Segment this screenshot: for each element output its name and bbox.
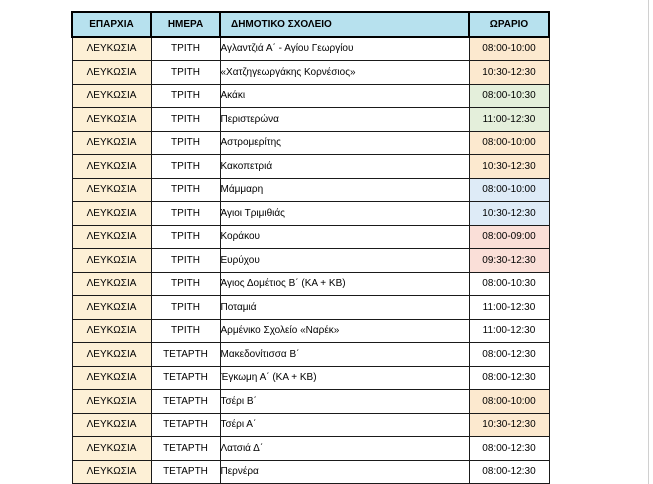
cell-time: 10:30-12:30 [469,413,549,437]
cell-region: ΛΕΥΚΩΣΙΑ [72,155,151,179]
cell-region: ΛΕΥΚΩΣΙΑ [72,272,151,296]
header-region: ΕΠΑΡΧΙΑ [72,12,151,37]
cell-time: 11:00-12:30 [469,108,549,132]
cell-region: ΛΕΥΚΩΣΙΑ [72,319,151,343]
table-row [72,319,549,343]
table-header-row [72,12,549,37]
cell-time: 08:00-10:00 [469,37,549,61]
table-row [72,131,549,155]
cell-school: Άγιος Δομέτιος Β΄ (ΚΑ + ΚΒ) [220,272,469,296]
cell-time: 08:00-12:30 [469,343,549,367]
cell-day: ΤΡΙΤΗ [151,296,220,320]
cell-day: ΤΕΤΑΡΤΗ [151,460,220,484]
cell-day: ΤΡΙΤΗ [151,202,220,226]
cell-time: 08:00-09:00 [469,225,549,249]
header-school: ΔΗΜΟΤΙΚΟ ΣΧΟΛΕΙΟ [220,12,469,37]
cell-time: 10:30-12:30 [469,61,549,85]
cell-day: ΤΡΙΤΗ [151,37,220,61]
table-row [72,37,549,61]
table-row [72,61,549,85]
cell-region: ΛΕΥΚΩΣΙΑ [72,131,151,155]
cell-region: ΛΕΥΚΩΣΙΑ [72,296,151,320]
table-row [72,437,549,461]
table-row [72,225,549,249]
cell-school: Αστρομερίτης [220,131,469,155]
cell-day: ΤΡΙΤΗ [151,249,220,273]
table-row [72,178,549,202]
cell-school: Μάμμαρη [220,178,469,202]
cell-school: Ακάκι [220,84,469,108]
cell-school: Τσέρι Α΄ [220,413,469,437]
cell-region: ΛΕΥΚΩΣΙΑ [72,343,151,367]
table-row [72,366,549,390]
cell-time: 08:00-10:00 [469,131,549,155]
cell-school: Μακεδονίτισσα Β΄ [220,343,469,367]
cell-time: 08:00-12:30 [469,366,549,390]
cell-region: ΛΕΥΚΩΣΙΑ [72,61,151,85]
table-row [72,272,549,296]
cell-school: Λατσιά Δ΄ [220,437,469,461]
cell-day: ΤΡΙΤΗ [151,131,220,155]
cell-time: 08:00-10:00 [469,178,549,202]
cell-school: Τσέρι Β΄ [220,390,469,414]
cell-school: Κακοπετριά [220,155,469,179]
cell-time: 08:00-10:00 [469,390,549,414]
cell-region: ΛΕΥΚΩΣΙΑ [72,460,151,484]
cell-day: ΤΕΤΑΡΤΗ [151,413,220,437]
cell-time: 10:30-12:30 [469,155,549,179]
cell-region: ΛΕΥΚΩΣΙΑ [72,37,151,61]
cell-region: ΛΕΥΚΩΣΙΑ [72,437,151,461]
cell-school: Περιστερώνα [220,108,469,132]
cell-day: ΤΡΙΤΗ [151,225,220,249]
cell-region: ΛΕΥΚΩΣΙΑ [72,108,151,132]
table-row [72,413,549,437]
table-row [72,249,549,273]
cell-school: Ποταμιά [220,296,469,320]
cell-region: ΛΕΥΚΩΣΙΑ [72,413,151,437]
cell-day: ΤΕΤΑΡΤΗ [151,366,220,390]
header-time: ΩΡΑΡΙΟ [469,12,549,37]
cell-school: Έγκωμη Α΄ (ΚΑ + ΚΒ) [220,366,469,390]
cell-day: ΤΡΙΤΗ [151,108,220,132]
cell-day: ΤΡΙΤΗ [151,61,220,85]
cell-time: 08:00-12:30 [469,437,549,461]
cell-day: ΤΕΤΑΡΤΗ [151,390,220,414]
header-day: ΗΜΕΡΑ [151,12,220,37]
cell-school: Ευρύχου [220,249,469,273]
cell-region: ΛΕΥΚΩΣΙΑ [72,366,151,390]
cell-time: 08:00-12:30 [469,460,549,484]
cell-day: ΤΡΙΤΗ [151,155,220,179]
cell-time: 08:00-10:30 [469,272,549,296]
school-schedule-table [71,11,550,484]
table-row [72,84,549,108]
cell-day: ΤΕΤΑΡΤΗ [151,437,220,461]
cell-school: Κοράκου [220,225,469,249]
cell-region: ΛΕΥΚΩΣΙΑ [72,225,151,249]
cell-region: ΛΕΥΚΩΣΙΑ [72,178,151,202]
cell-school: Άγιοι Τριμιθιάς [220,202,469,226]
cell-day: ΤΕΤΑΡΤΗ [151,343,220,367]
cell-school: Περνέρα [220,460,469,484]
cell-region: ΛΕΥΚΩΣΙΑ [72,84,151,108]
cell-region: ΛΕΥΚΩΣΙΑ [72,249,151,273]
cell-time: 09:30-12:30 [469,249,549,273]
cell-school: «Χατζηγεωργάκης Κορνέσιος» [220,61,469,85]
cell-day: ΤΡΙΤΗ [151,84,220,108]
table-row [72,343,549,367]
table-body [72,37,549,484]
table-row [72,390,549,414]
table-row [72,155,549,179]
cell-time: 08:00-10:30 [469,84,549,108]
cell-day: ΤΡΙΤΗ [151,178,220,202]
cell-region: ΛΕΥΚΩΣΙΑ [72,390,151,414]
table-row [72,108,549,132]
cell-time: 11:00-12:30 [469,296,549,320]
cell-school: Αρμένικο Σχολείο «Ναρέκ» [220,319,469,343]
table-row [72,202,549,226]
cell-day: ΤΡΙΤΗ [151,319,220,343]
page-edge-divider [648,0,649,484]
cell-region: ΛΕΥΚΩΣΙΑ [72,202,151,226]
cell-time: 10:30-12:30 [469,202,549,226]
cell-time: 11:00-12:30 [469,319,549,343]
cell-day: ΤΡΙΤΗ [151,272,220,296]
cell-school: Αγλαντζιά Α΄ - Αγίου Γεωργίου [220,37,469,61]
table-row [72,296,549,320]
table-row [72,460,549,484]
